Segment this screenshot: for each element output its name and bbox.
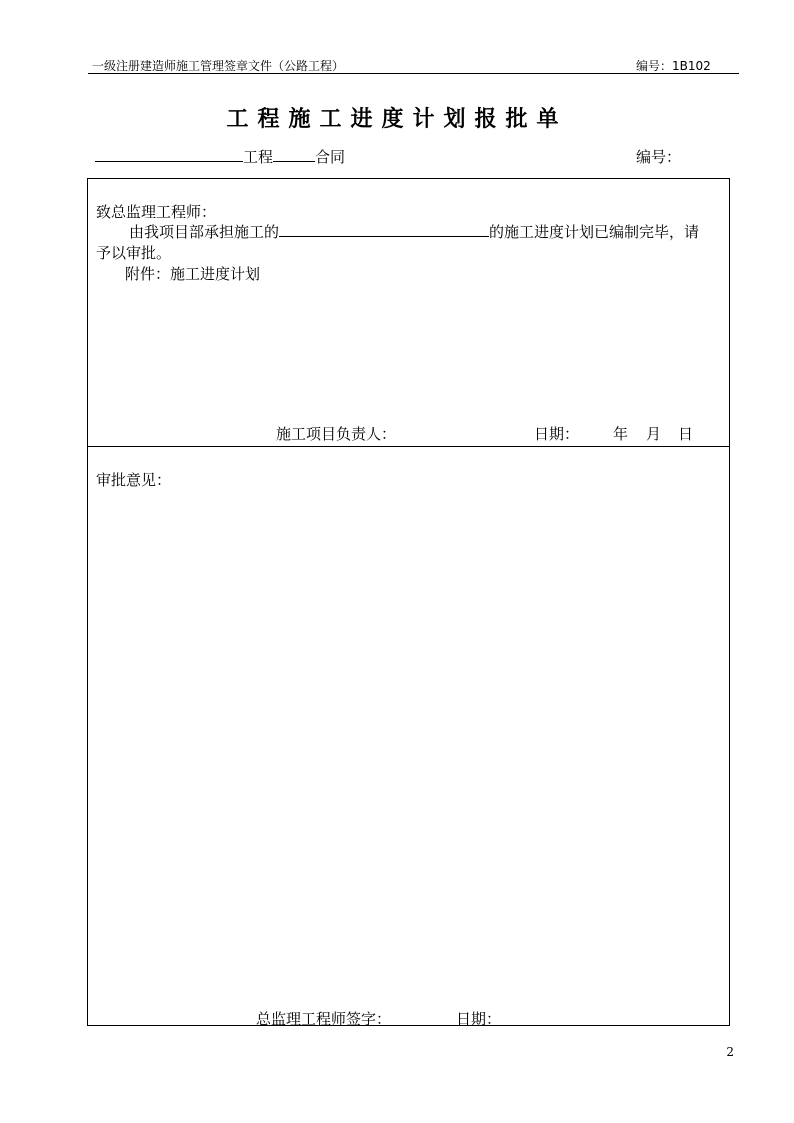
header-document-series: 一级注册建造师施工管理签章文件（公路工程） [92,59,345,73]
contract-suffix: 合同 [315,148,346,166]
construction-manager-label: 施工项目负责人： [276,425,397,443]
attachment-line: 附件：施工进度计划 [125,265,261,283]
contract-name-blank[interactable] [273,147,315,162]
header-rule [88,73,739,74]
approval-opinion-label: 审批意见： [96,471,172,489]
body-line-2: 予以审批。 [96,244,172,262]
year-label: 年 [613,425,629,443]
bottom-date-label: 日期： [456,1010,502,1028]
day-label: 日 [678,425,694,443]
page-number: 2 [726,1045,734,1059]
project-suffix: 工程 [243,148,274,166]
month-label: 月 [646,425,662,443]
header-document-code: 编号：1B102 [636,59,711,73]
contract-line [95,146,345,167]
body-suffix: 的施工进度计划已编制完毕，请 [489,223,700,241]
top-date-label: 日期： [534,425,580,443]
plan-name-blank[interactable] [279,222,489,237]
page-title: 工程施工进度计划报批单 [226,106,568,132]
serial-number-label: 编号： [636,148,682,166]
body-prefix: 由我项目部承担施工的 [129,223,280,241]
salutation: 致总监理工程师： [96,203,217,221]
body-line-1 [129,221,699,242]
project-name-blank[interactable] [95,147,243,162]
chief-supervisor-signature-label: 总监理工程师签字： [256,1010,392,1028]
section-divider [88,446,729,447]
approval-form-table [87,178,730,1026]
